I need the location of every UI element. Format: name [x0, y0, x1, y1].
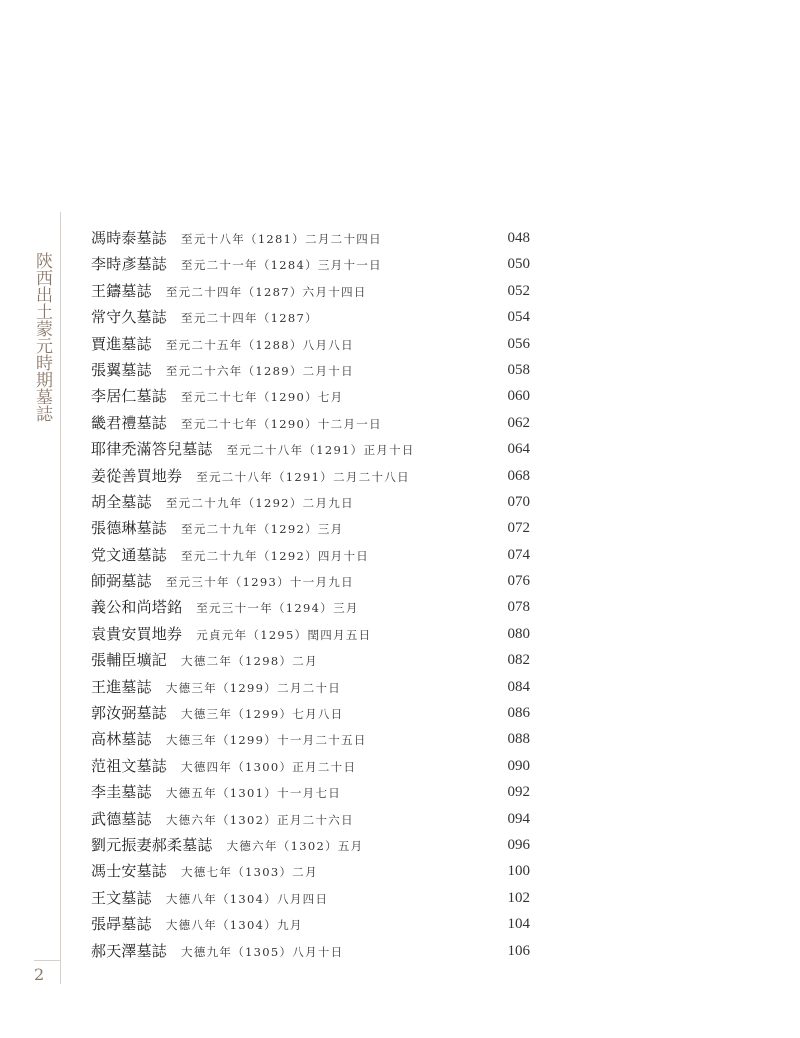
- entry-page-number: 068: [507, 467, 530, 484]
- entry-page-number: 048: [507, 230, 530, 246]
- running-book-title: 陝西出土蒙元時期墓誌: [32, 252, 52, 422]
- page-number-rule: [34, 960, 60, 961]
- entry-page-number: 090: [507, 757, 530, 774]
- entry-name: 畿君禮墓誌: [91, 413, 168, 432]
- entry-name: 馮士安墓誌: [91, 862, 168, 881]
- entry-date: 至元二十九年（1292）二月九日: [165, 495, 354, 510]
- entry-name: 王鑄墓誌: [91, 281, 152, 300]
- toc-entry[interactable]: [91, 358, 535, 384]
- entry-page-number: 092: [507, 784, 530, 801]
- toc-entry[interactable]: [91, 411, 535, 437]
- entry-page-number: 050: [507, 256, 530, 273]
- entry-title: [91, 651, 318, 670]
- entry-name: 耶律禿滿答兒墓誌: [91, 440, 213, 459]
- entry-title: [91, 282, 367, 301]
- entry-title: [91, 308, 318, 327]
- entry-name: 郝天澤墓誌: [91, 941, 168, 960]
- toc-entry[interactable]: [91, 516, 535, 542]
- entry-date: 至元二十八年（1291）二月二十八日: [196, 469, 410, 484]
- entry-name: 王進墓誌: [91, 677, 152, 696]
- toc-entry[interactable]: [91, 675, 535, 701]
- table-of-contents: [91, 226, 535, 965]
- toc-entry[interactable]: [91, 569, 535, 595]
- entry-title: [91, 704, 343, 723]
- entry-title: [91, 387, 343, 406]
- entry-date: 大德九年（1305）八月十日: [181, 944, 344, 959]
- entry-title: [91, 836, 363, 855]
- entry-date: 大德七年（1303）二月: [181, 865, 318, 880]
- toc-entry[interactable]: [91, 780, 535, 806]
- entry-date: 至元十八年（1281）二月二十四日: [181, 232, 382, 246]
- entry-page-number: 062: [507, 414, 530, 431]
- entry-title: [91, 546, 369, 565]
- entry-name: 師弼墓誌: [91, 572, 152, 591]
- entry-name: 王文墓誌: [91, 888, 152, 907]
- entry-page-number: 078: [507, 599, 530, 616]
- entry-name: 李圭墓誌: [91, 783, 152, 802]
- toc-entry[interactable]: [91, 701, 535, 727]
- entry-name: 張德琳墓誌: [91, 519, 168, 538]
- toc-entry[interactable]: [91, 859, 535, 885]
- entry-date: 至元三十年（1293）十一月九日: [165, 575, 354, 590]
- entry-title: [91, 255, 382, 274]
- toc-entry[interactable]: [91, 595, 535, 621]
- entry-title: [91, 730, 367, 749]
- entry-date: 大德六年（1302）正月二十六日: [165, 812, 354, 827]
- entry-date: 至元二十七年（1290）十二月一日: [181, 416, 382, 431]
- entry-page-number: 086: [507, 705, 530, 722]
- entry-title: [91, 493, 354, 512]
- entry-date: 至元二十五年（1288）八月八日: [165, 337, 354, 352]
- entry-date: 至元三十一年（1294）三月: [196, 601, 359, 616]
- toc-entry[interactable]: [91, 939, 535, 965]
- entry-name: 李時彥墓誌: [91, 255, 168, 274]
- entry-page-number: 074: [507, 546, 530, 563]
- entry-date: 元貞元年（1295）閏四月五日: [196, 627, 372, 642]
- entry-title: [91, 889, 328, 908]
- entry-name: 范祖文墓誌: [91, 756, 168, 775]
- entry-name: 高林墓誌: [91, 730, 152, 749]
- entry-page-number: 084: [507, 678, 530, 695]
- entry-date: 大德三年（1299）七月八日: [181, 707, 344, 722]
- entry-date: 至元二十六年（1289）二月十日: [165, 363, 354, 378]
- entry-name: 姜從善買地券: [91, 466, 183, 485]
- entry-page-number: 072: [507, 520, 530, 537]
- entry-name: 馮時泰墓誌: [91, 229, 168, 247]
- entry-title: [91, 598, 359, 617]
- entry-page-number: 088: [507, 731, 530, 748]
- toc-entry[interactable]: [91, 622, 535, 648]
- entry-name: 袁貴安買地券: [91, 624, 183, 643]
- side-vertical-rule: [60, 212, 61, 984]
- entry-page-number: 060: [507, 388, 530, 405]
- entry-title: [91, 757, 356, 776]
- entry-name: 党文通墓誌: [91, 545, 168, 564]
- toc-entry[interactable]: [91, 833, 535, 859]
- toc-entry[interactable]: [91, 648, 535, 674]
- entry-date: 大德八年（1304）九月: [165, 918, 303, 933]
- toc-entry[interactable]: [91, 252, 535, 278]
- entry-title: [91, 440, 415, 459]
- entry-title: [91, 625, 371, 644]
- entry-title: [91, 467, 410, 486]
- entry-date: 大德四年（1300）正月二十日: [181, 759, 357, 774]
- entry-date: 至元二十一年（1284）三月十一日: [181, 258, 382, 273]
- entry-title: [91, 519, 343, 538]
- entry-date: 大德三年（1299）二月二十日: [165, 680, 342, 695]
- entry-title: [91, 783, 341, 802]
- entry-name: 胡全墓誌: [91, 492, 152, 511]
- toc-entry[interactable]: [91, 490, 535, 516]
- entry-page-number: 096: [507, 836, 530, 853]
- entry-date: 大德八年（1304）八月四日: [165, 891, 329, 906]
- entry-date: 至元二十四年（1287）: [181, 311, 318, 326]
- entry-title: [91, 915, 303, 934]
- toc-entry[interactable]: [91, 437, 535, 463]
- entry-page-number: 070: [507, 493, 530, 510]
- entry-date: 大德二年（1298）二月: [181, 654, 318, 669]
- entry-title: [91, 862, 318, 881]
- entry-title: [91, 810, 354, 829]
- toc-entry[interactable]: [91, 226, 535, 252]
- entry-page-number: 104: [507, 916, 530, 933]
- entry-title: [91, 572, 354, 591]
- toc-entry[interactable]: [91, 886, 535, 912]
- entry-title: [91, 678, 341, 697]
- entry-page-number: 080: [507, 625, 530, 642]
- entry-date: 大德三年（1299）十一月二十五日: [165, 733, 367, 748]
- entry-title: [91, 335, 354, 354]
- entry-name: 武德墓誌: [91, 809, 152, 828]
- toc-entry[interactable]: [91, 384, 535, 410]
- entry-title: [91, 229, 382, 248]
- toc-entry[interactable]: [91, 727, 535, 753]
- entry-title: [91, 361, 354, 380]
- entry-page-number: 094: [507, 810, 530, 827]
- entry-page-number: 106: [507, 942, 530, 959]
- entry-page-number: 052: [507, 282, 530, 299]
- entry-name: 李居仁墓誌: [91, 387, 168, 406]
- entry-name: 張冔墓誌: [91, 915, 152, 934]
- entry-page-number: 102: [507, 889, 530, 906]
- entry-name: 賈進墓誌: [91, 334, 152, 353]
- entry-date: 至元二十九年（1292）四月十日: [181, 548, 370, 563]
- entry-date: 大德六年（1302）五月: [226, 838, 364, 853]
- entry-date: 至元二十四年（1287）六月十四日: [165, 284, 367, 299]
- entry-date: 至元二十九年（1292）三月: [181, 522, 344, 537]
- entry-date: 至元二十七年（1290）七月: [181, 390, 344, 405]
- entry-name: 張翼墓誌: [91, 360, 152, 379]
- entry-name: 郭汝弼墓誌: [91, 704, 168, 723]
- entry-date: 大德五年（1301）十一月七日: [165, 786, 342, 801]
- entry-page-number: 082: [507, 652, 530, 669]
- toc-entry[interactable]: [91, 464, 535, 490]
- entry-title: [91, 414, 382, 433]
- entry-page-number: 054: [507, 309, 530, 326]
- entry-page-number: 100: [507, 863, 530, 880]
- toc-entry[interactable]: [91, 332, 535, 358]
- toc-entry[interactable]: [91, 305, 535, 331]
- toc-entry[interactable]: [91, 754, 535, 780]
- entry-page-number: 076: [507, 573, 530, 590]
- entry-name: 義公和尚塔銘: [91, 598, 183, 617]
- page-number: 2: [34, 965, 45, 984]
- toc-entry[interactable]: [91, 807, 535, 833]
- toc-entry[interactable]: [91, 543, 535, 569]
- entry-date: 至元二十八年（1291）正月十日: [226, 443, 415, 458]
- entry-title: [91, 942, 343, 961]
- entry-page-number: 058: [507, 361, 530, 378]
- entry-name: 常守久墓誌: [91, 308, 168, 327]
- entry-page-number: 064: [507, 441, 530, 458]
- entry-page-number: 056: [507, 335, 530, 352]
- entry-name: 張輔臣壙記: [91, 651, 168, 670]
- toc-entry[interactable]: [91, 279, 535, 305]
- entry-name: 劉元振妻郝柔墓誌: [91, 835, 213, 854]
- toc-entry[interactable]: [91, 912, 535, 938]
